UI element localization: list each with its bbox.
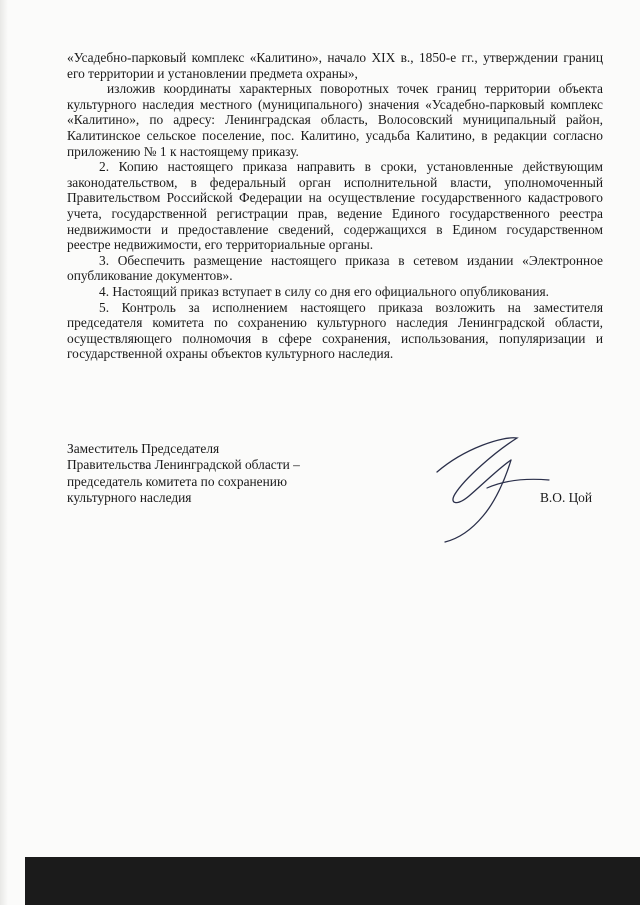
signer-title-line: председатель комитета по сохранению: [67, 473, 287, 489]
scan-bottom-edge: [25, 857, 640, 905]
paragraph-item-5: 5. Контроль за исполнением настоящего приказа возложить на заместителя председателя комитета по сохранению культурного наследия Ленинградской области, осуществляющего полномочия в сфере сохранения, использования, популяризации и государственной охраны объектов культурного наследия.: [67, 299, 603, 362]
paragraph-object-name: «Усадебно-парковый комплекс «Калитино», начало XIX в., 1850-е гг., утверждении границ его территории и установлении предмета охраны»,: [67, 50, 603, 81]
handwritten-signature: [425, 430, 555, 545]
paragraph-coordinates: изложив координаты характерных поворотных точек границ территории объекта культурного наследия местного (муниципального) значения «Усадебно-парковый комплекс «Калитино», по адресу: Ленинградская область, Волосовский муниципальный район, Калитинское сельское поселение, пос. Калитино, усадьба Калитино, в редакции согласно приложению № 1 к настоящему приказу.: [67, 81, 603, 159]
signer-name: В.О. Цой: [540, 490, 592, 505]
scan-edge-shadow: [0, 0, 8, 905]
signer-title-line: культурного наследия: [67, 490, 192, 506]
signer-title-line: Правительства Ленинградской области –: [67, 457, 300, 473]
paragraph-item-3: 3. Обеспечить размещение настоящего приказа в сетевом издании «Электронное опубликование документов».: [67, 252, 603, 284]
paragraph-item-4: 4. Настоящий приказ вступает в силу со дня его официального опубликования.: [99, 283, 549, 299]
signer-title-line: Заместитель Председателя: [67, 441, 220, 456]
signer-title: [67, 441, 387, 507]
document-body: [67, 50, 603, 362]
paragraph-item-2: 2. Копию настоящего приказа направить в сроки, установленные действующим законодательством, в федеральный орган исполнительной власти, уполномоченный Правительством Российской Федерации на осуществление государственного кадастрового учета, государственной регистрации прав, ведение Единого государственного реестра недвижимости и предоставление сведений, содержащихся в Едином государственном реестре недвижимости, его территориальные органы.: [67, 159, 603, 253]
